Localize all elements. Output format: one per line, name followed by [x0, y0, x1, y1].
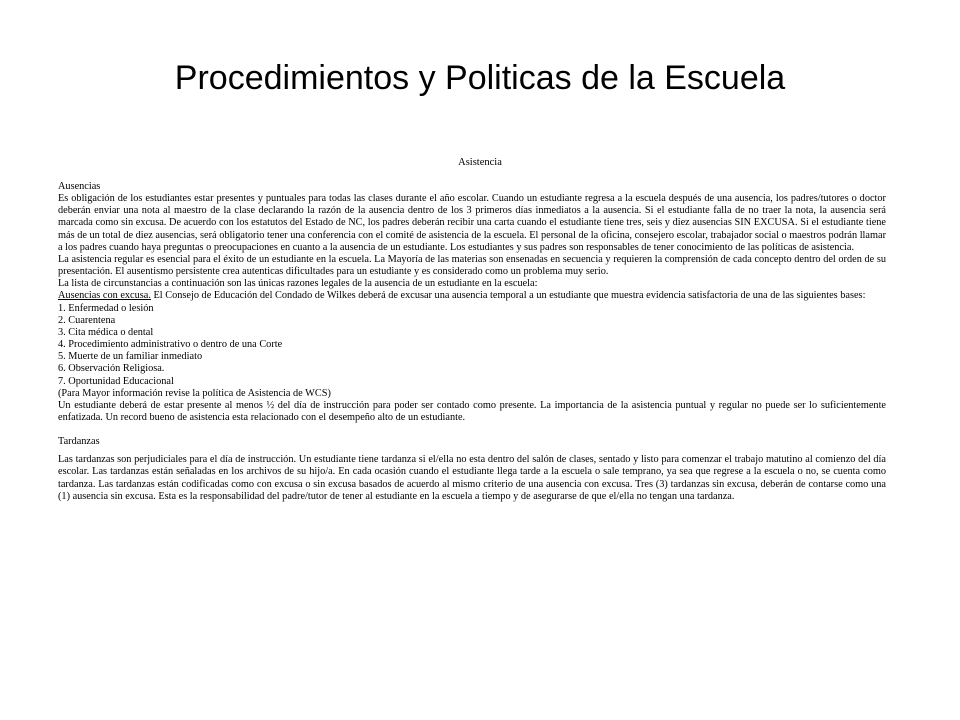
list-item: 2. Cuarentena	[58, 314, 116, 326]
tardanzas-label: Tardanzas	[58, 436, 100, 448]
ausencias-paragraph-1: Es obligación de los estudiantes estar presentes y puntuales para todas las clases durante el año escolar. Cuando un estudiante regresa a la escuela después de una ausencia, los padres/tutores o doctor deberán enviar una nota al maestro de la clase declarando la razón de la ausencia dentro de los 3 primeros días inmediatos a la ausencia. Si el estudiante falla de no traer la nota, la ausencia será marcada como sin excusa. De acuerdo con los estatutos del Estado de NC, los padres deberán recibir una carta cuando el estudiante tiene tres, seis y diez ausencias SIN EXCUSA. Si el estudiante tiene más de un total de diez ausencias, será obligatorio tener una conferencia con el comité de asistencia de la escuela. El personal de la oficina, consejero escolar, trabajador social o maestros podrán llamar a los padres cuando haya preguntas o preocupaciones en cuanto a la ausencia de un estudiante. Los estudiantes y sus padres son responsables de tener conocimiento de las políticas de asistencia.	[58, 193, 886, 253]
ausencias-paragraph-4: Un estudiante deberá de estar presente al menos ½ del día de instrucción para poder ser contado como presente. La importancia de la asistencia puntual y regular no puede ser lo suficientemente enfatizada. Un record bueno de asistencia esta relacionado con el desempeño alto de un estudiante.	[58, 399, 886, 423]
list-item: 1. Enfermedad o lesión	[58, 302, 154, 314]
list-item: 7. Oportunidad Educacional	[58, 375, 174, 387]
more-info-note: (Para Mayor información revise la política de Asistencia de WCS)	[58, 387, 331, 399]
ausencias-paragraph-3: La lista de circunstancias a continuación son las únicas razones legales de la ausencia de un estudiante en la escuela:	[58, 278, 538, 290]
tardanzas-paragraph: Las tardanzas son perjudiciales para el día de instrucción. Un estudiante tiene tardanza si el/ella no esta dentro del salón de clases, sentado y listo para comenzar el trabajo matutino al comienzo del día escolar. Las tardanzas están señaladas en los archivos de su hijo/a. En cada ocasión cuando el estudiante llega tarde a la escuela o sale temprano, ya sea que regrese a la escuela o no, se cuenta como tardanza. Las tardanzas están codificadas como con excusa o sin excusa basados de acuerdo al mismo criterio de una ausencia con excusa. Tres (3) tardanzas sin excusa, deberán de contarse como una (1) ausencia sin excusa. Esta es la responsabilidad del padre/tutor de tener al estudiante en la escuela a tiempo y de asegurarse de que el/ella no tengan una tardanza.	[58, 454, 886, 502]
section-heading: Asistencia	[458, 157, 502, 168]
excusa-text: El Consejo de Educación del Condado de Wilkes deberá de excusar una ausencia temporal a un estudiante que muestra evidencia satisfactoria de una de las siguientes bases:	[150, 290, 866, 302]
excusa-paragraph	[58, 290, 886, 302]
page-title: Procedimientos y Politicas de la Escuela	[174, 59, 786, 97]
document-body	[58, 181, 886, 503]
ausencias-paragraph-2: La asistencia regular es esencial para el éxito de un estudiante en la escuela. La Mayoría de las materias son ensenadas en secuencia y requieren la comprensión de cada concepto dentro del orden de su presentación. El ausentismo persistente crea autenticas dificultades para un estudiante y es considerado como un problema muy serio.	[58, 253, 886, 278]
list-item: 6. Observación Religiosa.	[58, 363, 165, 375]
list-item: 4. Procedimiento administrativo o dentro de una Corte	[58, 339, 283, 351]
list-item: 5. Muerte de un familiar inmediato	[58, 351, 203, 363]
excusa-label: Ausencias con excusa.	[58, 290, 151, 302]
ausencias-label: Ausencias	[58, 181, 101, 192]
list-item: 3. Cita médica o dental	[58, 326, 154, 338]
